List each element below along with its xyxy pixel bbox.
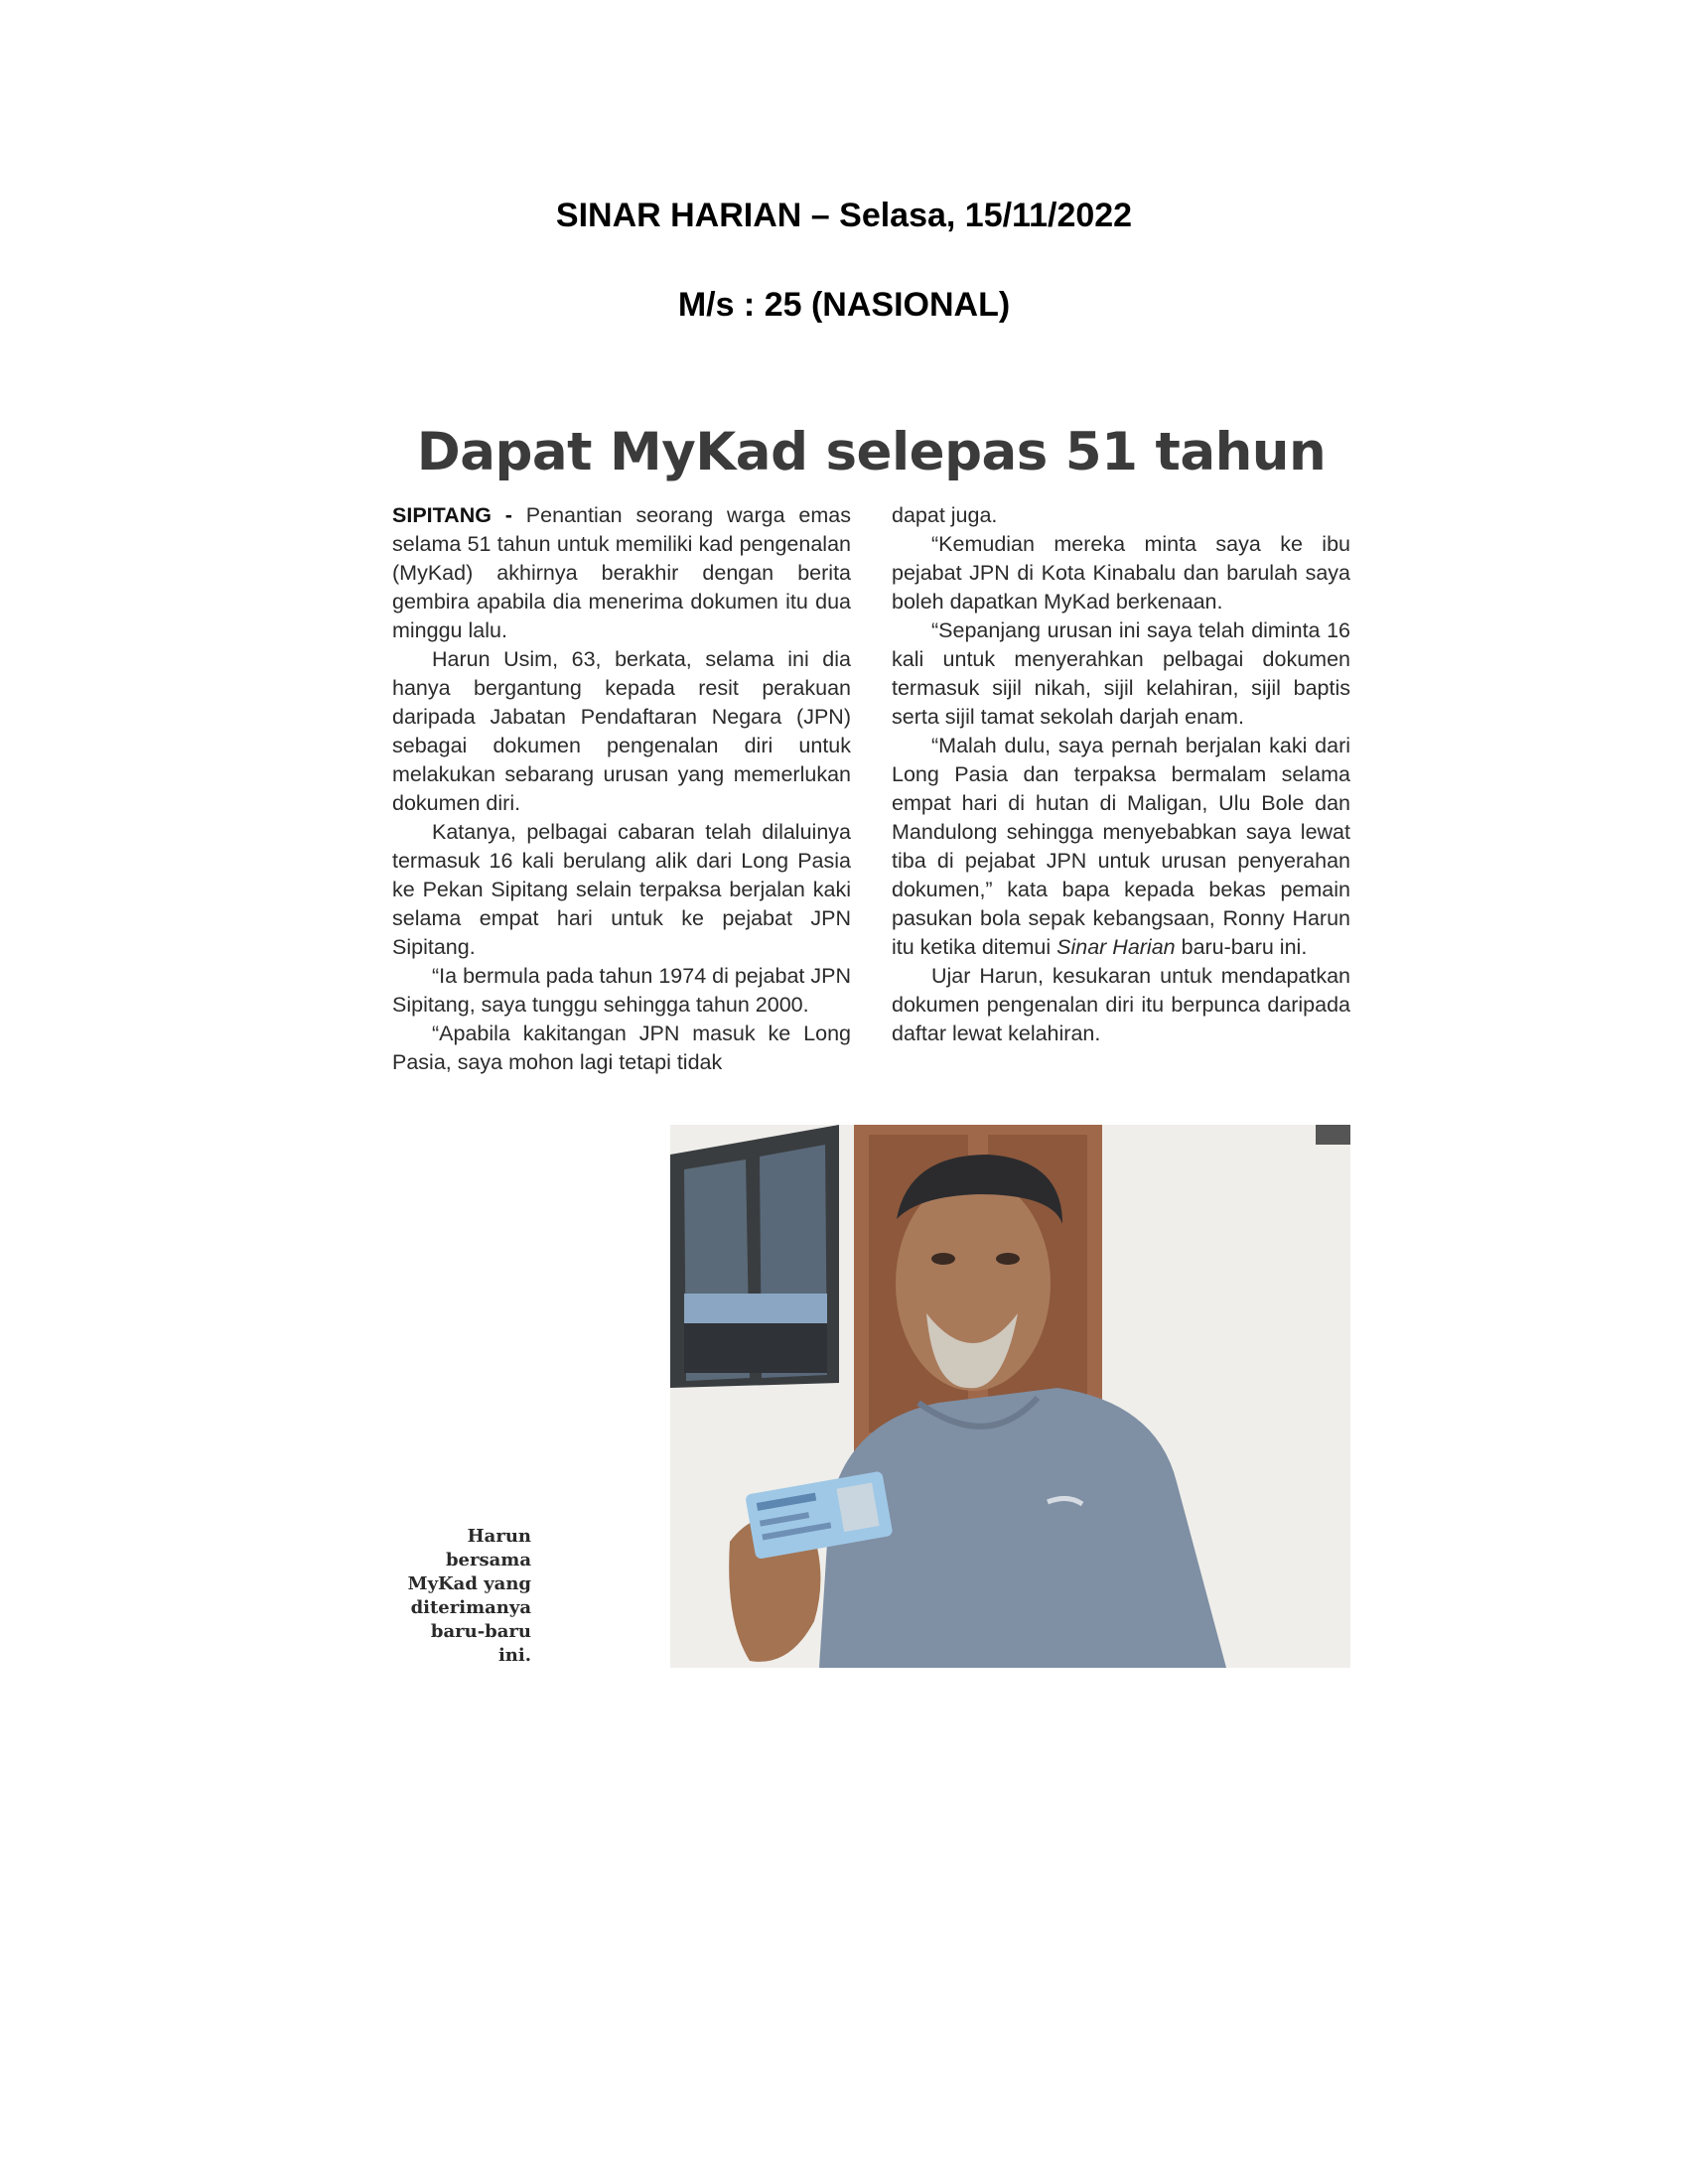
photo-man-holding-mykad: [670, 1125, 1350, 1668]
paragraph-text-end: baru-baru ini.: [1181, 935, 1308, 959]
article-photo-block: [392, 1125, 1350, 1668]
article-paragraph: Harun Usim, 63, berkata, selama ini dia hanya bergantung kepada resit perakuan daripada Jabatan Pendaftaran Negara (JPN) sebagai dokumen pengenalan diri untuk melakukan sebarang urusan yang memerlukan dokumen diri.: [392, 647, 851, 815]
article-paragraph: “Apabila kakitangan JPN masuk ke Long Pasia, saya mohon lagi tetapi tidak: [392, 1022, 851, 1074]
caption-line: ini.: [497, 1645, 531, 1666]
article-paragraph: [392, 501, 851, 645]
newspaper-clipping: [392, 422, 1350, 1668]
article-paragraph: “Ia bermula pada tahun 1974 di pejabat JPN Sipitang, saya tunggu sehingga tahun 2000.: [392, 964, 851, 1017]
caption-line: Harun: [467, 1526, 531, 1547]
paragraph-text: Penantian seorang warga emas selama 51 tahun untuk memiliki kad pengenalan (MyKad) akhirnya berakhir dengan berita gembira apabila dia menerima dokumen itu dua minggu lalu.: [392, 503, 851, 642]
article-paragraph: “Kemudian mereka minta saya ke ibu pejabat JPN di Kota Kinabalu dan barulah saya boleh dapatkan MyKad berkenaan.: [892, 532, 1350, 614]
caption-line: baru-baru: [430, 1621, 531, 1642]
article-column-1: [392, 501, 851, 1077]
article-headline: Dapat MyKad selepas 51 tahun: [416, 422, 1327, 482]
caption-line: MyKad yang: [407, 1573, 531, 1594]
paragraph-text: “Malah dulu, saya pernah berjalan kaki dari Long Pasia dan terpaksa bermalam selama empat hari di hutan di Maligan, Ulu Bole dan Mandulong sehingga menyebabkan saya lewat tiba di pejabat JPN untuk urusan penyerahan dokumen,” kata bapa kepada bekas pemain pasukan bola sepak kebangsaan, Ronny Harun itu ketika ditemui: [892, 734, 1350, 959]
article-paragraph: [892, 732, 1350, 962]
page-section-header: M/s : 25 (NASIONAL): [677, 286, 1011, 324]
photo-caption: [392, 1525, 531, 1668]
article-paragraph: dapat juga.: [892, 503, 998, 527]
article-dateline: SIPITANG -: [392, 503, 512, 527]
article-paragraph: Katanya, pelbagai cabaran telah dilaluinya termasuk 16 kali berulang alik dari Long Pasia ke Pekan Sipitang selain terpaksa berjalan kaki selama empat hari untuk ke pejabat JPN Sipitang.: [392, 820, 851, 959]
article-paragraph: Ujar Harun, kesukaran untuk mendapatkan dokumen pengenalan diri itu berpunca daripada daftar lewat kelahiran.: [892, 964, 1350, 1045]
newspaper-name-italic: Sinar Harian: [1056, 935, 1176, 959]
caption-line: diterimanya: [410, 1597, 531, 1618]
publication-date-header: SINAR HARIAN – Selasa, 15/11/2022: [555, 197, 1133, 234]
window-image: [670, 1125, 839, 1388]
article-column-2: [892, 501, 1350, 1048]
caption-line: bersama: [445, 1550, 531, 1570]
article-paragraph: “Sepanjang urusan ini saya telah diminta 16 kali untuk menyerahkan pelbagai dokumen termasuk sijil nikah, sijil kelahiran, sijil baptis serta sijil tamat sekolah darjah enam.: [892, 618, 1350, 729]
